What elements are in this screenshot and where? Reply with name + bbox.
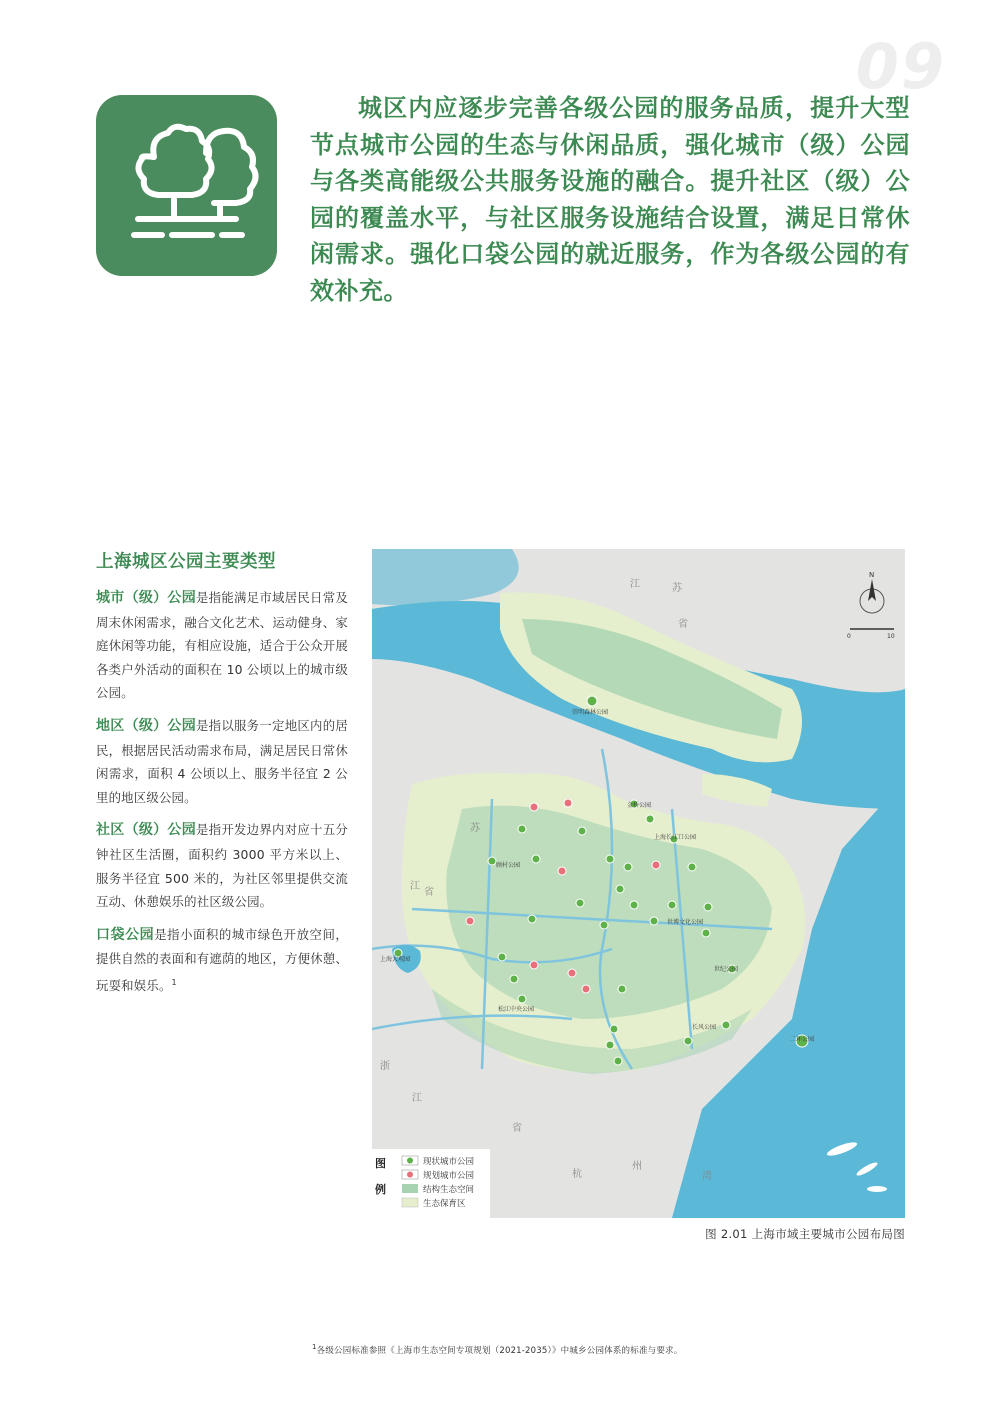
planned-park-marker: [558, 867, 566, 875]
legend-swatch-ecological-space: [402, 1184, 418, 1193]
park-type-description: 是指以服务一定地区内的居民，根据居民活动需求布局，满足居民日常休闲需求，面积 4 公顷以上、服务半径宜 2 公里的地区级公园。: [96, 717, 348, 805]
scale-label: 0: [847, 633, 851, 640]
existing-park-marker: [610, 1025, 618, 1033]
footnote-marker: 1: [312, 1343, 317, 1351]
scale-label: 10: [887, 633, 895, 640]
existing-park-marker: [587, 696, 597, 706]
park-type-term: 地区（级）公园: [96, 717, 196, 734]
existing-park-marker: [614, 1057, 622, 1065]
park-label: 上海大观园: [380, 956, 411, 963]
existing-park-marker: [630, 901, 638, 909]
planned-park-marker: [466, 917, 474, 925]
footnote: [312, 1343, 682, 1356]
legend-existing-park-marker: [407, 1158, 413, 1164]
region-label: 湾: [702, 1171, 712, 1182]
park-label: 顾村公园: [496, 862, 521, 869]
park-label: 松江中央公园: [498, 1006, 535, 1013]
existing-park-marker: [606, 855, 614, 863]
legend-swatch-conservation-zone: [402, 1198, 418, 1207]
map-legend: [372, 1149, 490, 1218]
existing-park-marker: [576, 899, 584, 907]
park-label: 世博文化公园: [667, 919, 704, 926]
existing-park-marker: [702, 929, 710, 937]
existing-park-marker: [668, 901, 676, 909]
region-label: 省: [424, 887, 434, 898]
park-type-term: 口袋公园: [96, 926, 155, 943]
park-label: 金桥公园: [627, 802, 652, 809]
existing-park-marker: [498, 953, 506, 961]
planned-park-marker: [652, 861, 660, 869]
page-number: 09: [855, 30, 946, 103]
existing-park-marker: [616, 885, 624, 893]
park-type-description: 是指开发边界内对应十五分钟社区生活圈，面积约 3000 平方米以上、服务半径宜 500 米的，为社区邻里提供交流互动、休憩娱乐的社区级公园。: [96, 822, 348, 910]
figure-caption: 图 2.01 上海市域主要城市公园布局图: [705, 1227, 905, 1241]
legend-label: 结构生态空间: [423, 1185, 475, 1195]
planned-park-marker: [568, 969, 576, 977]
river-north: [372, 549, 519, 605]
existing-park-marker: [518, 825, 526, 833]
park-type-community: [96, 818, 348, 913]
compass-icon: [847, 571, 895, 640]
park-label: 世纪公园: [714, 966, 739, 973]
park-label: 长风公园: [692, 1024, 717, 1031]
section-title: 上海城区公园主要类型: [96, 552, 276, 572]
planned-park-marker: [564, 799, 572, 807]
existing-park-marker: [722, 1021, 730, 1029]
region-label: 州: [632, 1161, 642, 1172]
intro-paragraph: 城区内应逐步完善各级公园的服务品质，提升大型节点城市公园的生态与休闲品质，强化城市（级）公园与各类高能级公共服务设施的融合。提升社区（级）公园的覆盖水平，与社区服务设施结合设置，满足日常休闲需求。强化口袋公园的就近服务，作为各级公园的有效补充。: [310, 94, 910, 305]
park-type-city: [96, 586, 348, 705]
existing-park-marker: [688, 863, 696, 871]
park-layout-map: [372, 549, 905, 1218]
park-trees-icon: [96, 95, 277, 276]
park-label: 二环公园: [790, 1036, 815, 1043]
region-label: 江: [630, 579, 640, 590]
existing-park-marker: [684, 1037, 692, 1045]
island: [867, 1186, 887, 1192]
region-label: 省: [512, 1123, 522, 1134]
footnote-ref: 1: [171, 977, 177, 987]
planned-park-marker: [582, 985, 590, 993]
park-type-description: 是指小面积的城市绿色开放空间，提供自然的表面和有遮荫的地区，方便休憩、玩耍和娱乐。: [96, 926, 348, 994]
region-label: 浙: [380, 1061, 390, 1072]
existing-park-marker: [488, 857, 496, 865]
compass-north-label: N: [869, 571, 875, 579]
legend-planned-park-marker: [407, 1172, 413, 1178]
existing-park-marker: [600, 921, 608, 929]
park-type-term: 城市（级）公园: [96, 590, 196, 606]
park-label: 上海长江口公园: [654, 834, 697, 841]
legend-label: 生态保育区: [423, 1199, 466, 1209]
existing-park-marker: [510, 975, 518, 983]
existing-park-marker: [704, 903, 712, 911]
region-label: 苏: [672, 583, 682, 594]
existing-park-marker: [606, 1041, 614, 1049]
region-label: 杭: [572, 1169, 582, 1180]
legend-label: 现状城市公园: [423, 1157, 475, 1167]
park-type-description: 是指能满足市域居民日常及周末休闲需求，融合文化艺术、运动健身、家庭休闲等功能，有相应设施，适合于公众开展各类户外活动的面积在 10 公顷以上的城市级公园。: [96, 590, 348, 701]
existing-park-marker: [624, 863, 632, 871]
existing-park-marker: [528, 915, 536, 923]
footnote-text: 各级公园标准参照《上海市生态空间专项规划（2021-2035）》中城乡公园体系的标准与要求。: [316, 1345, 683, 1356]
existing-park-marker: [650, 917, 658, 925]
region-label: 江: [410, 881, 420, 892]
park-type-pocket: [96, 923, 348, 998]
region-label: 江: [412, 1093, 422, 1104]
park-types-section: [96, 548, 348, 1007]
legend-label: 规划城市公园: [423, 1171, 475, 1181]
park-type-term: 社区（级）公园: [96, 822, 196, 839]
park-label: 崇明森林公园: [572, 709, 609, 716]
legend-title: 图: [375, 1157, 386, 1170]
existing-park-marker: [532, 855, 540, 863]
existing-park-marker: [646, 815, 654, 823]
existing-park-marker: [618, 985, 626, 993]
planned-park-marker: [530, 961, 538, 969]
existing-park-marker: [518, 995, 526, 1003]
region-label: 省: [678, 619, 688, 630]
existing-park-marker: [578, 827, 586, 835]
region-label: 苏: [470, 823, 480, 834]
legend-title: 例: [375, 1183, 386, 1196]
planned-park-marker: [530, 803, 538, 811]
park-type-district: [96, 714, 348, 809]
